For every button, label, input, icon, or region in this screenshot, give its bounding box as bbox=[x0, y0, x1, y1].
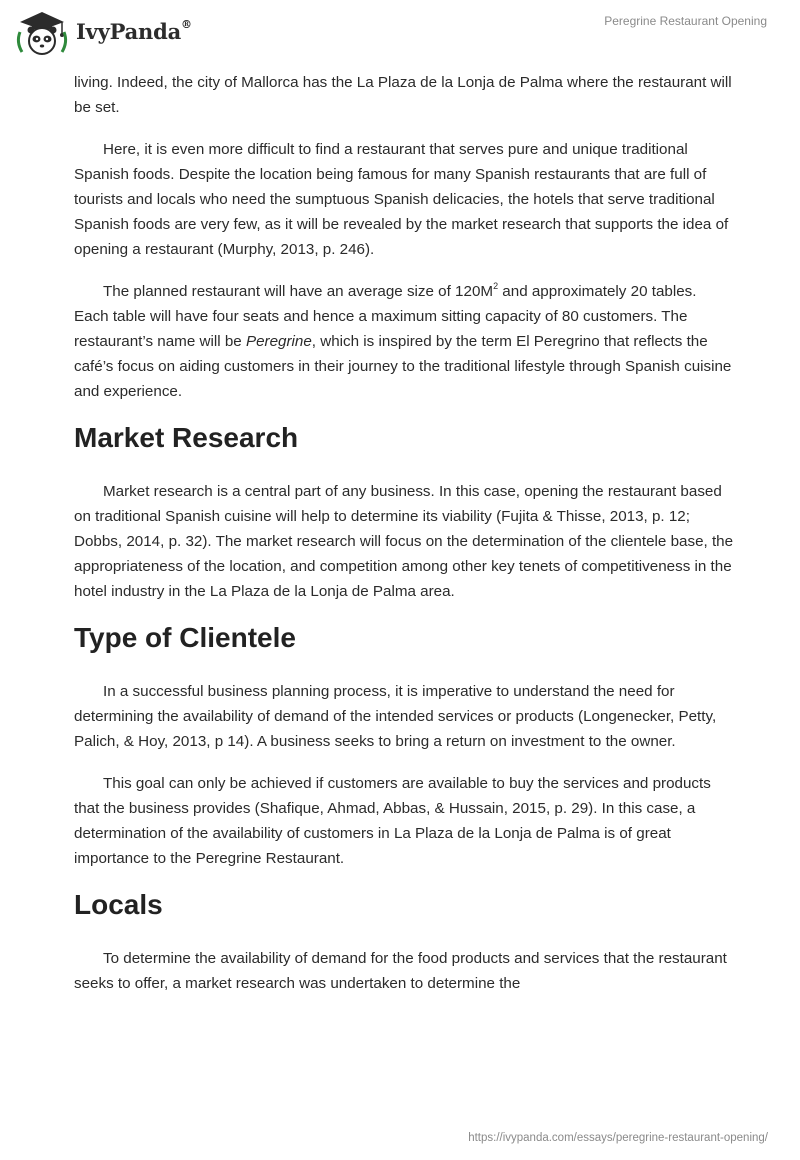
source-url[interactable]: https://ivypanda.com/essays/peregrine-restaurant-opening/ bbox=[468, 1132, 768, 1144]
paragraph-demand: In a successful business planning process, it is imperative to understand the need for determining the availability of demand of the intended services or products (Longenecker, Petty, Palich, & Hoy, 2013, p 14). A business seeks to bring a return on investment to the owner. bbox=[74, 683, 717, 750]
brand-logo[interactable] bbox=[14, 8, 204, 58]
restaurant-name: Peregrine bbox=[245, 333, 312, 350]
paragraph-customers: This goal can only be achieved if customers are available to buy the services and products that the business provides (Shafique, Ahmad, Abbas, & Hussain, 2015, p. 29). In this case, a determination of the availability of customers in La Plaza de la Lonja de Palma is of great importance to the Peregrine Restaurant. bbox=[74, 775, 711, 867]
heading-market-research: Market Research bbox=[74, 422, 299, 453]
paragraph-market-research: Market research is a central part of any business. In this case, opening the restaurant based on traditional Spanish cuisine will help to determine its viability (Fujita & Thisse, 2013, p. 12; Dobbs, 2014, p. 32). The market research will focus on the determination of the clientele base, the appropriateness of the location, and competition among other key tenets of competitiveness in the hotel industry in the La Plaza de la Lonja de Palma area. bbox=[74, 483, 734, 600]
superscript-2: 2 bbox=[493, 280, 499, 291]
heading-type-of-clientele: Type of Clientele bbox=[74, 622, 296, 653]
running-title: Peregrine Restaurant Opening bbox=[604, 14, 767, 28]
page-header bbox=[0, 0, 800, 66]
paragraph-spanish-foods: Here, it is even more difficult to find a restaurant that serves pure and unique traditional Spanish foods. Despite the location being famous for many Spanish restaurants that are full of tourists and locals who need the sumptuous Spanish delicacies, the hotels that serve traditional Spanish foods are very few, as it will be revealed by the market research that supports the idea of opening a restaurant (Murphy, 2013, p. 246). bbox=[74, 141, 729, 258]
registered-mark: ® bbox=[181, 18, 192, 31]
paragraph-continued: living. Indeed, the city of Mallorca has the La Plaza de la Lonja de Palma where the restaurant will be set. bbox=[74, 74, 732, 116]
paragraph-locals: To determine the availability of demand for the food products and services that the restaurant seeks to offer, a market research was undertaken to determine the bbox=[74, 950, 727, 992]
heading-locals: Locals bbox=[74, 889, 163, 920]
essay-body bbox=[74, 70, 734, 1013]
panda-graduate-icon bbox=[14, 8, 70, 58]
paragraph-restaurant-size: The planned restaurant will have an average size of $120M^2$ and approximately 20 tables. Each table will have four seats and hence a maximum sitting capacity of 80 customers. The restaurant’s name will be Peregrine, which is inspired by the term El Peregrino that reflects the café’s focus on aiding customers in their journey to the traditional lifestyle through Spanish cuisine and experience. bbox=[74, 280, 732, 400]
brand-name: IvyPanda® bbox=[76, 18, 192, 44]
